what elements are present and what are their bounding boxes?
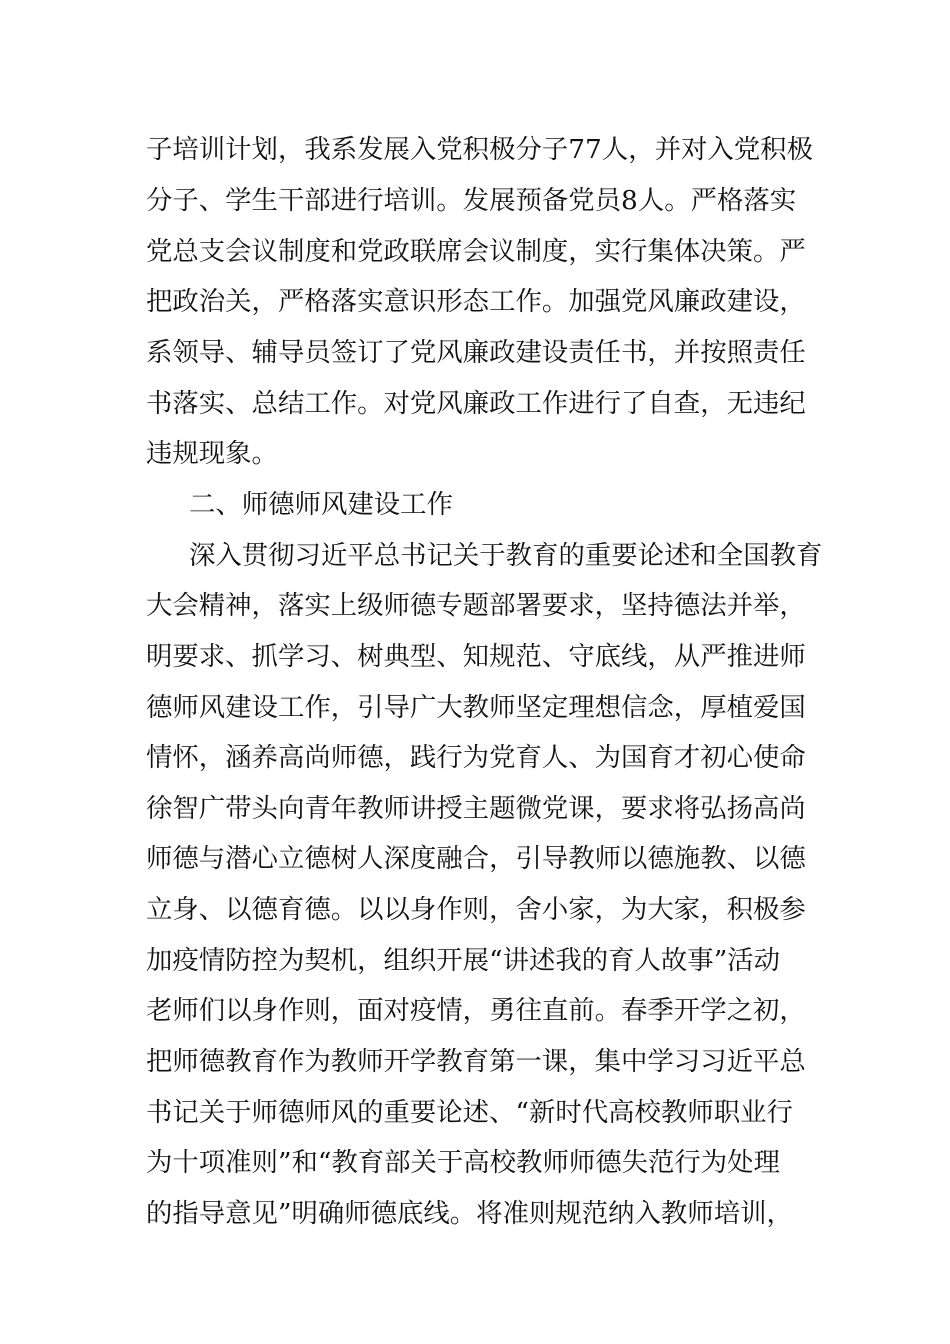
paragraph-line: 深入贯彻习近平总书记关于教育的重要论述和全国教育 bbox=[189, 540, 823, 571]
paragraph-line: 立身、以德育德。以以身作则，舍小家，为大家，积极参 bbox=[146, 894, 806, 925]
paragraph-line: 把政治关，严格落实意识形态工作。加强党风廉政建设， bbox=[146, 286, 806, 317]
paragraph-line: 系领导、辅导员签订了党风廉政建设责任书，并按照责任 bbox=[146, 337, 806, 368]
paragraph-line: 老师们以身作则，面对疫情，勇往直前。春季开学之初， bbox=[146, 995, 806, 1026]
paragraph-line: 加疫情防控为契机，组织开展“讲述我的育人故事”活动 bbox=[146, 945, 780, 976]
paragraph-line: 违规现象。 bbox=[146, 438, 278, 469]
paragraph-line: 把师德教育作为教师开学教育第一课，集中学习习近平总 bbox=[146, 1046, 806, 1077]
paragraph-line: 德师风建设工作，引导广大教师坚定理想信念，厚植爱国 bbox=[146, 692, 806, 723]
paragraph-line: 分子、学生干部进行培训。发展预备党员8人。严格落实 bbox=[146, 185, 797, 216]
paragraph-line: 大会精神，落实上级师德专题部署要求，坚持德法并举， bbox=[146, 590, 806, 621]
paragraph-line: 书落实、总结工作。对党风廉政工作进行了自查，无违纪 bbox=[146, 388, 806, 419]
paragraph-line: 子培训计划，我系发展入党积极分子77人，并对入党积极 bbox=[146, 134, 813, 165]
paragraph-line: 情怀，涵养高尚师德，践行为党育人、为国育才初心使命 bbox=[146, 742, 806, 773]
paragraph-line: 党总支会议制度和党政联席会议制度，实行集体决策。严 bbox=[146, 236, 806, 267]
paragraph-line: 的指导意见”明确师德底线。将准则规范纳入教师培训， bbox=[146, 1198, 793, 1229]
paragraph-line: 师德与潜心立德树人深度融合，引导教师以德施教、以德 bbox=[146, 843, 806, 874]
paragraph-line: 明要求、抓学习、树典型、知规范、守底线，从严推进师 bbox=[146, 641, 806, 672]
paragraph-line: 书记关于师德师风的重要论述、“新时代高校教师职业行 bbox=[146, 1097, 793, 1128]
paragraph-line: 徐智广带头向青年教师讲授主题微党课，要求将弘扬高尚 bbox=[146, 793, 806, 824]
paragraph-line: 为十项准则”和“教育部关于高校教师师德失范行为处理 bbox=[146, 1147, 780, 1178]
section-heading: 二、师德师风建设工作 bbox=[189, 489, 453, 520]
